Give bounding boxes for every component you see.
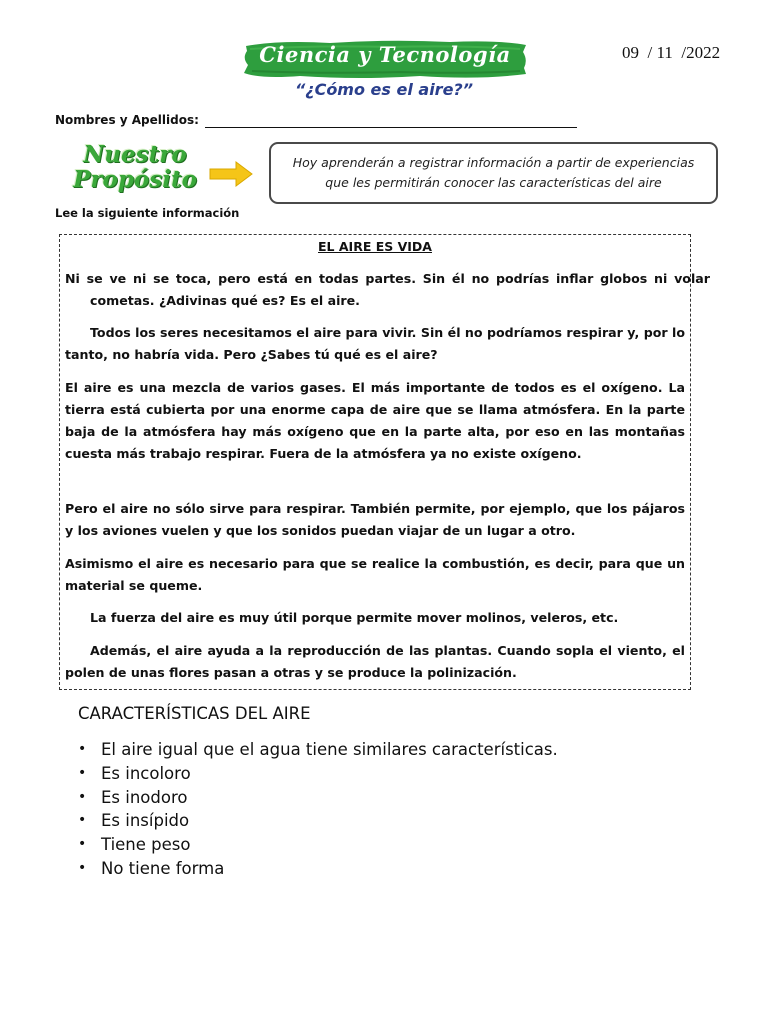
- reading-paragraph-7: Además, el aire ayuda a la reproducción de las plantas. Cuando sopla el viento, el polen de unas flores pasan a otras y se produce la polinización.: [65, 643, 685, 680]
- purpose-title-line2: Propósito: [73, 166, 197, 193]
- purpose-box: [269, 142, 718, 204]
- list-item: • Es insípido: [78, 809, 558, 833]
- purpose-text: Hoy aprenderán a registrar información a partir de experiencias que les permitirán conocer las características del aire: [292, 155, 695, 190]
- list-item: • Tiene peso: [78, 833, 558, 857]
- reading-paragraph-2: Todos los seres necesitamos el aire para vivir. Sin él no podríamos respirar y, por lo tanto, no habría vida. Pero ¿Sabes tú qué es el aire?: [65, 325, 685, 362]
- name-field-line[interactable]: [205, 127, 577, 128]
- date: 09 / 11 /2022: [622, 43, 721, 62]
- list-item: • Es inodoro: [78, 786, 558, 810]
- characteristics-list: [78, 738, 558, 881]
- instruction-text: Lee la siguiente información: [55, 206, 240, 220]
- reading-paragraph-5: Asimismo el aire es necesario para que se realice la combustión, es decir, para que un material se queme.: [65, 556, 685, 593]
- characteristics-title: CARACTERÍSTICAS DEL AIRE: [78, 704, 311, 723]
- reading-paragraph-6: La fuerza del aire es muy útil porque permite mover molinos, veleros, etc.: [90, 610, 619, 625]
- banner-title: Ciencia y Tecnología: [259, 42, 511, 67]
- reading-paragraph-4: Pero el aire no sólo sirve para respirar. También permite, por ejemplo, que los pájaros y los aviones vuelen y que los sonidos puedan viajar de un lugar a otro.: [65, 501, 685, 538]
- reading-paragraph-1: Ni se ve ni se toca, pero está en todas partes. Sin él no podrías inflar globos ni volar cometas. ¿Adivinas qué es? Es el aire.: [65, 271, 710, 308]
- list-item: • No tiene forma: [78, 857, 558, 881]
- purpose-title: [70, 142, 200, 192]
- list-item: • Es incoloro: [78, 762, 558, 786]
- arrow-right-icon: [208, 160, 254, 188]
- reading-title: EL AIRE ES VIDA: [318, 239, 432, 254]
- list-item: • El aire igual que el agua tiene similares características.: [78, 738, 558, 762]
- page-subtitle: “¿Cómo es el aire?”: [294, 80, 473, 99]
- reading-box: [59, 234, 710, 690]
- name-label: Nombres y Apellidos:: [55, 113, 199, 127]
- purpose-title-line1: Nuestro: [83, 141, 187, 168]
- reading-paragraph-3: El aire es una mezcla de varios gases. El más importante de todos es el oxígeno. La tierra está cubierta por una enorme capa de aire que se llama atmósfera. En la parte baja de la atmósfera hay más oxígeno que en la parte alta, por eso en las montañas cuesta más trabajo respirar. Fuera de la atmósfera ya no existe oxígeno.: [65, 380, 685, 461]
